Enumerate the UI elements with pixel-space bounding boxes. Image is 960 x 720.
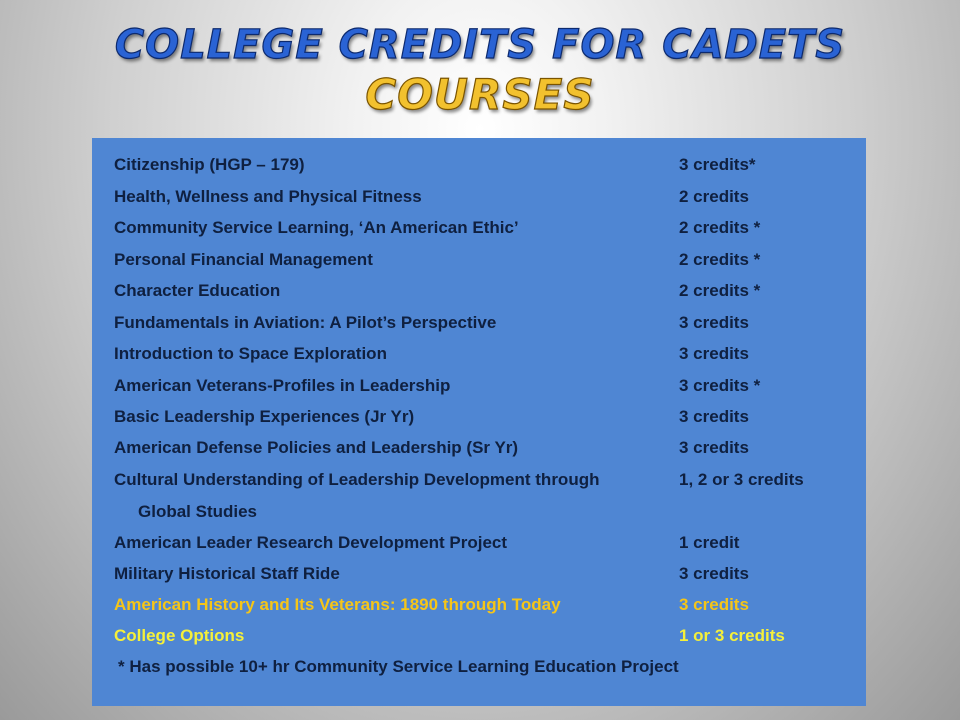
course-credits: 3 credits: [679, 313, 749, 332]
course-credits: 3 credits: [679, 407, 749, 426]
course-row: [92, 344, 866, 374]
course-credits: 3 credits *: [679, 376, 761, 395]
course-row: [92, 250, 866, 280]
page-title: COLLEGE CREDITS FOR CADETS: [114, 22, 846, 68]
course-row: [92, 155, 866, 185]
course-row: [92, 533, 866, 563]
course-name: College Options: [114, 626, 245, 645]
course-row-continuation: [92, 502, 866, 532]
course-credits: 3 credits: [679, 564, 749, 583]
course-credits: 3 credits: [679, 595, 749, 614]
course-credits: 1 credit: [679, 533, 740, 552]
course-name: American Leader Research Development Project: [114, 533, 508, 552]
course-credits: 3 credits: [679, 438, 749, 457]
course-row: [92, 470, 866, 500]
course-row: [92, 438, 866, 468]
course-name: Basic Leadership Experiences (Jr Yr): [114, 407, 415, 426]
course-credits: 2 credits *: [679, 218, 761, 237]
course-credits: 1, 2 or 3 credits: [679, 470, 804, 489]
course-name: Military Historical Staff Ride: [114, 564, 340, 583]
course-credits: 2 credits *: [679, 281, 761, 300]
course-credits: 1 or 3 credits: [679, 626, 785, 645]
footnote-text: * Has possible 10+ hr Community Service Learning Education Project: [118, 657, 679, 676]
course-name: Global Studies: [138, 502, 258, 521]
course-name: Cultural Understanding of Leadership Development through: [114, 470, 600, 489]
course-row: [92, 281, 866, 311]
course-list-panel: [92, 138, 866, 706]
course-name: Introduction to Space Exploration: [114, 344, 387, 363]
course-row: [92, 187, 866, 217]
course-credits: 2 credits *: [679, 250, 761, 269]
page-subtitle: COURSES: [365, 70, 595, 119]
footnote: [92, 657, 866, 687]
course-row: [92, 564, 866, 594]
course-name: Fundamentals in Aviation: A Pilot’s Perspective: [114, 313, 497, 332]
course-name: Community Service Learning, ‘An American Ethic’: [114, 218, 519, 237]
course-row-highlighted: [92, 626, 866, 656]
course-row: [92, 407, 866, 437]
course-name: American Veterans-Profiles in Leadership: [114, 376, 451, 395]
course-credits: 3 credits*: [679, 155, 756, 174]
course-name: Character Education: [114, 281, 281, 300]
course-name: American Defense Policies and Leadership (Sr Yr): [114, 438, 519, 457]
course-row: [92, 218, 866, 248]
course-credits: 3 credits: [679, 344, 749, 363]
course-name: American History and Its Veterans: 1890 through Today: [114, 595, 561, 614]
course-credits: 2 credits: [679, 187, 749, 206]
course-row: [92, 313, 866, 343]
course-row-highlighted: [92, 595, 866, 625]
course-name: Personal Financial Management: [114, 250, 373, 269]
course-name: Citizenship (HGP – 179): [114, 155, 305, 174]
course-name: Health, Wellness and Physical Fitness: [114, 187, 422, 206]
course-row: [92, 376, 866, 406]
